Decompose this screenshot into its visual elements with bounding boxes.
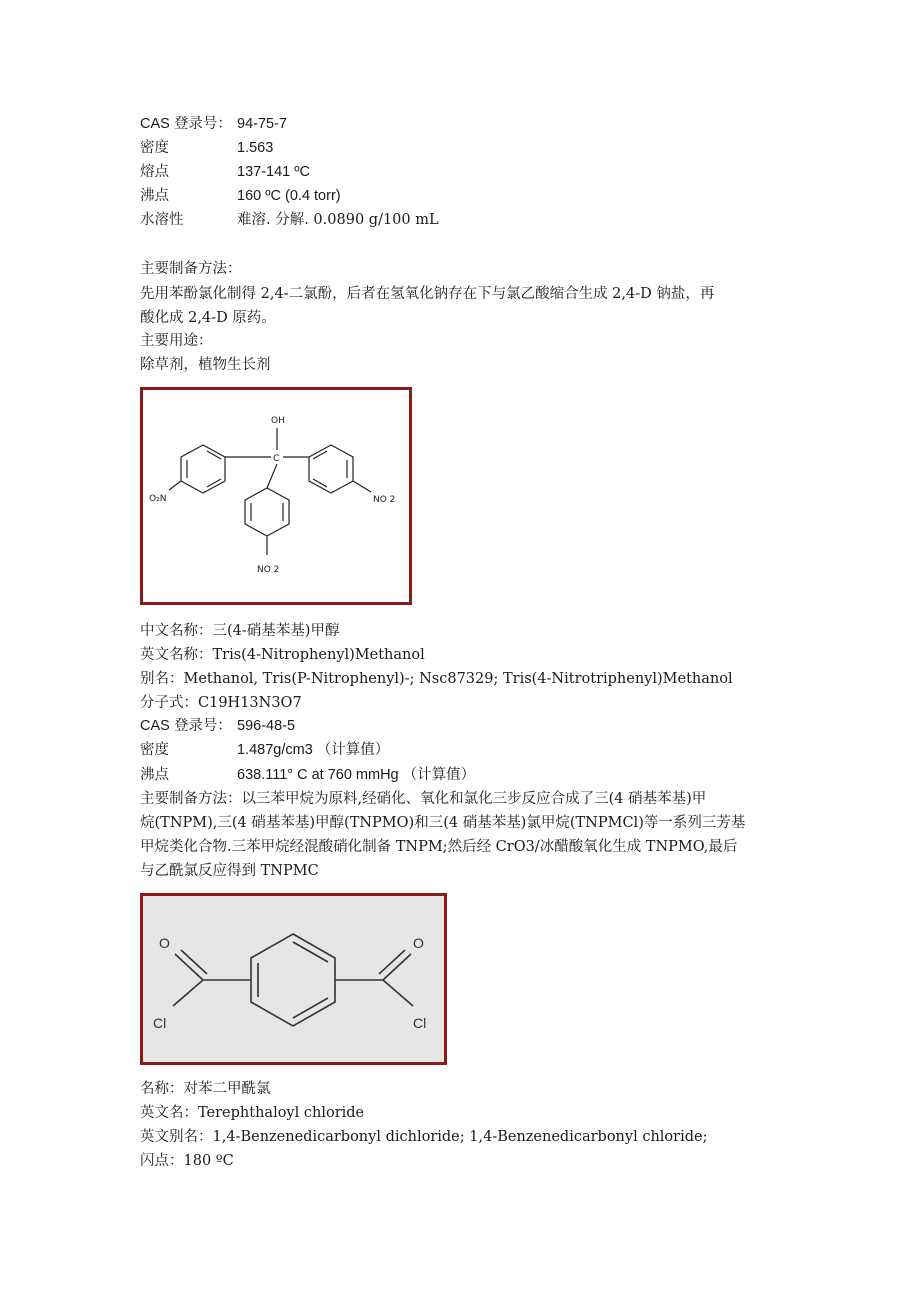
- density-label-2: 密度: [140, 742, 169, 758]
- boiling-point-label-2: 沸点: [140, 767, 169, 783]
- prep-line-2b: 烷(TNPM),三(4 硝基苯基)甲醇(TNPMO)和三(4 硝基苯基)氯甲烷(TNPMCl)等一系列三芳基: [140, 815, 746, 831]
- terephthaloyl-chloride-structure: [143, 896, 444, 1062]
- o-right-label: O: [413, 935, 424, 951]
- structure-image-2: [140, 893, 447, 1065]
- boiling-point-label-1: 沸点: [140, 188, 169, 204]
- formula-2: 分子式：C19H13N3O7: [140, 695, 302, 711]
- cas-value-1: 94-75-7: [237, 116, 287, 132]
- prep-line-2c: 甲烷类化合物.三苯甲烷经混酸硝化制备 TNPM;然后经 CrO3/冰醋酸氧化生成 TNPMO,最后: [140, 839, 738, 855]
- solubility-value: 难溶. 分解. 0.0890 g/100 mL: [237, 212, 439, 228]
- boiling-point-value-1: 160 ºC (0.4 torr): [237, 188, 341, 204]
- oh-label: OH: [271, 416, 285, 426]
- prep-text-1b: 酸化成 2,4-D 原药。: [140, 310, 276, 326]
- density-label-1: 密度: [140, 140, 169, 156]
- prep-line-2d: 与乙酰氯反应得到 TNPMC: [140, 863, 319, 879]
- en-name-2: 英文名称：Tris(4-Nitrophenyl)Methanol: [140, 647, 425, 663]
- use-text: 除草剂，植物生长剂: [140, 357, 271, 373]
- no2-right-label: NO 2: [373, 495, 396, 505]
- en-alias-3: 英文别名：1,4-Benzenedicarbonyl dichloride; 1,4-Benzenedicarbonyl chloride;: [140, 1129, 708, 1145]
- cn-name-2: 中文名称：三(4-硝基苯基)甲醇: [140, 623, 340, 639]
- solubility-label: 水溶性: [140, 212, 184, 228]
- cas-label-1: CAS 登录号：: [140, 116, 232, 132]
- cas-label-2: CAS 登录号：: [140, 718, 232, 734]
- name-3: 名称：对苯二甲酰氯: [140, 1081, 271, 1097]
- cl-left-label: Cl: [153, 1015, 167, 1031]
- melting-point-value: 137-141 ºC: [237, 164, 311, 180]
- melting-point-label: 熔点: [140, 164, 169, 180]
- tris-nitrophenyl-methanol-structure: [143, 390, 409, 602]
- prep-line-2a: 主要制备方法：以三苯甲烷为原料,经硝化、氧化和氯化三步反应合成了三(4 硝基苯基)甲: [140, 791, 707, 807]
- en-name-3: 英文名：Terephthaloyl chloride: [140, 1105, 365, 1121]
- no2-left-label: O₂N: [149, 494, 167, 504]
- alias-2: 别名：Methanol, Tris(P-Nitrophenyl)-; Nsc87329; Tris(4-Nitrotriphenyl)Methanol: [140, 671, 733, 687]
- boiling-point-value-2: 638.111° C at 760 mmHg （计算值）: [237, 767, 476, 783]
- prep-heading-1: 主要制备方法：: [140, 261, 242, 277]
- cas-value-2: 596-48-5: [237, 718, 296, 734]
- no2-bottom-label: NO 2: [257, 565, 280, 575]
- structure-image-1: [140, 387, 412, 605]
- flash-point-3: 闪点：180 ºC: [140, 1153, 234, 1169]
- use-heading: 主要用途：: [140, 333, 213, 349]
- density-value-1: 1.563: [237, 140, 274, 156]
- density-value-2: 1.487g/cm3 （计算值）: [237, 742, 390, 758]
- prep-text-1a: 先用苯酚氯化制得 2,4-二氯酚，后者在氢氧化钠存在下与氯乙酸缩合生成 2,4-D 钠盐，再: [140, 286, 715, 302]
- o-left-label: O: [159, 935, 170, 951]
- cl-right-label: Cl: [413, 1015, 427, 1031]
- central-c-label: C: [273, 454, 280, 464]
